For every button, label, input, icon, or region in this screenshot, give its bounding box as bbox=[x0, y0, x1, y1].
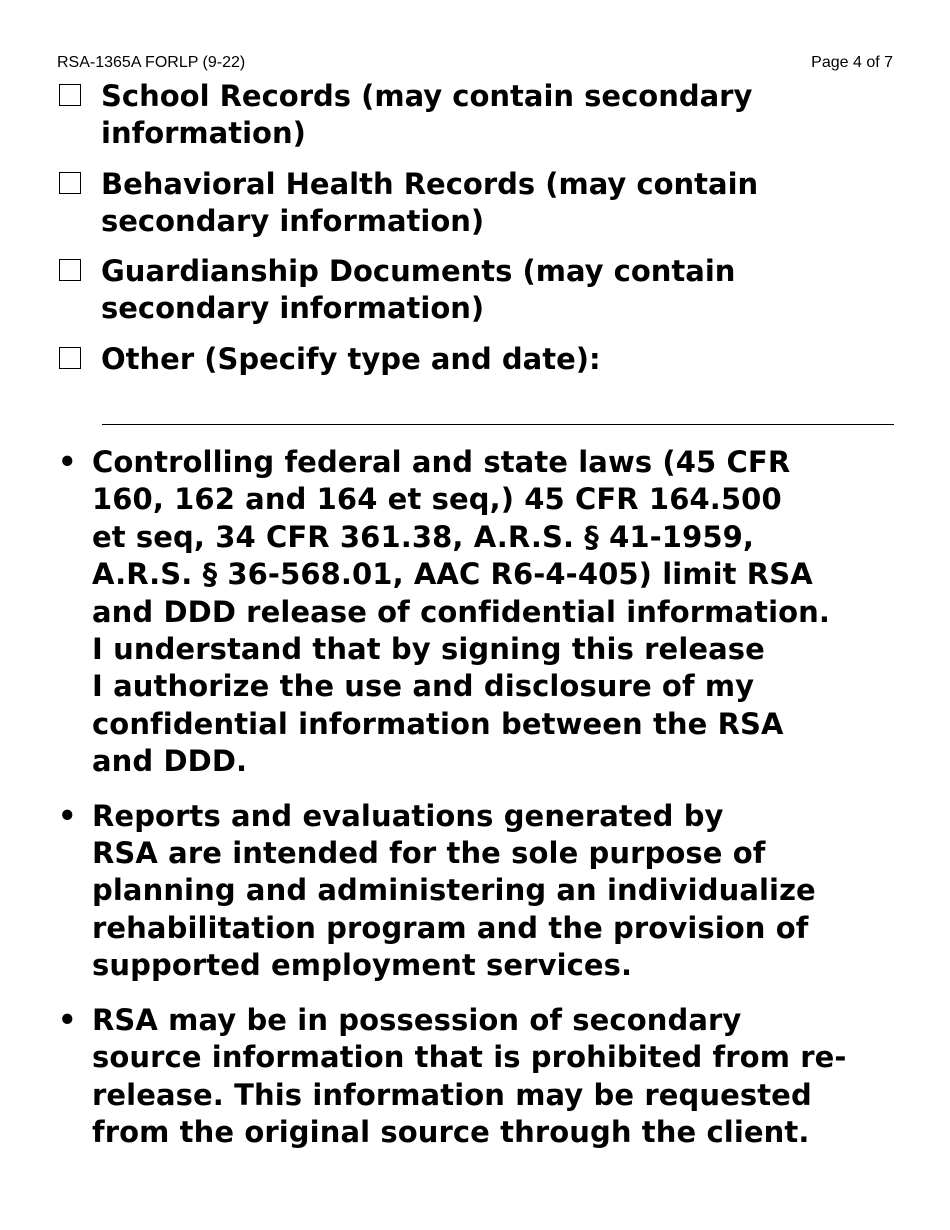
other-checkbox[interactable] bbox=[59, 347, 81, 369]
form-id: RSA-1365A FORLP (9-22) bbox=[57, 54, 246, 71]
checklist-item-school-records bbox=[57, 78, 897, 152]
records-checklist bbox=[57, 78, 897, 392]
bullet-text-line: I authorize the use and disclosure of my bbox=[92, 669, 755, 704]
bullet-text-line: 160, 162 and 164 et seq,) 45 CFR 164.500 bbox=[92, 482, 782, 517]
bullet-dot: • bbox=[58, 798, 77, 833]
bullet-text-line: Controlling federal and state laws (45 CFR bbox=[92, 445, 791, 479]
bullet-item-controlling-laws bbox=[57, 444, 907, 781]
bullet-item-reports-evaluations bbox=[57, 798, 907, 985]
page-number: Page 4 of 7 bbox=[811, 54, 893, 71]
other-specify-field[interactable] bbox=[102, 424, 894, 425]
bullet-text-line: from the original source through the client. bbox=[92, 1114, 810, 1149]
bullet-text-line: and DDD. bbox=[92, 744, 248, 779]
bullet-text-line: supported employment services. bbox=[92, 948, 633, 983]
bullet-dot: • bbox=[58, 445, 77, 479]
checklist-item-label: Behavioral Health Records (may contain bbox=[101, 167, 759, 201]
bullet-text-line: RSA may be in possession of secondary bbox=[92, 1002, 742, 1037]
checklist-item-guardianship-documents bbox=[57, 253, 897, 327]
bullet-text-line: release. This information may be requested bbox=[92, 1077, 812, 1112]
bullet-text-line: and DDD release of confidential information. bbox=[92, 594, 830, 629]
bullet-text-line: rehabilitation program and the provision of bbox=[92, 910, 809, 945]
checklist-item-other bbox=[57, 341, 897, 378]
guardianship-documents-checkbox[interactable] bbox=[59, 259, 81, 281]
bullet-text-line: source information that is prohibited from re- bbox=[92, 1040, 847, 1075]
bullet-text-line: et seq, 34 CFR 361.38, A.R.S. § 41-1959, bbox=[92, 519, 755, 554]
checklist-item-label: secondary information) bbox=[101, 204, 485, 238]
bullet-text-line: planning and administering an individualize bbox=[92, 873, 816, 908]
school-records-checkbox[interactable] bbox=[59, 84, 81, 106]
checklist-item-label: School Records (may contain secondary bbox=[101, 79, 753, 113]
checklist-item-label: Guardianship Documents (may contain bbox=[101, 254, 736, 288]
bullet-text-line: I understand that by signing this release bbox=[92, 632, 765, 667]
checklist-item-behavioral-health-records bbox=[57, 166, 897, 240]
bullet-text-line: RSA are intended for the sole purpose of bbox=[92, 836, 766, 871]
bullet-text-line: confidential information between the RSA bbox=[92, 706, 784, 741]
bullet-dot: • bbox=[58, 1002, 77, 1037]
checklist-item-label: Other (Specify type and date): bbox=[101, 342, 601, 376]
notice-bullet-list bbox=[57, 444, 907, 1151]
bullet-text-line: Reports and evaluations generated by bbox=[92, 798, 724, 833]
checklist-item-label: information) bbox=[101, 116, 306, 150]
bullet-text-line: A.R.S. § 36-568.01, AAC R6-4-405) limit RSA bbox=[92, 557, 813, 592]
checklist-item-label: secondary information) bbox=[101, 291, 485, 325]
behavioral-health-records-checkbox[interactable] bbox=[59, 172, 81, 194]
bullet-item-secondary-source bbox=[57, 1002, 907, 1152]
